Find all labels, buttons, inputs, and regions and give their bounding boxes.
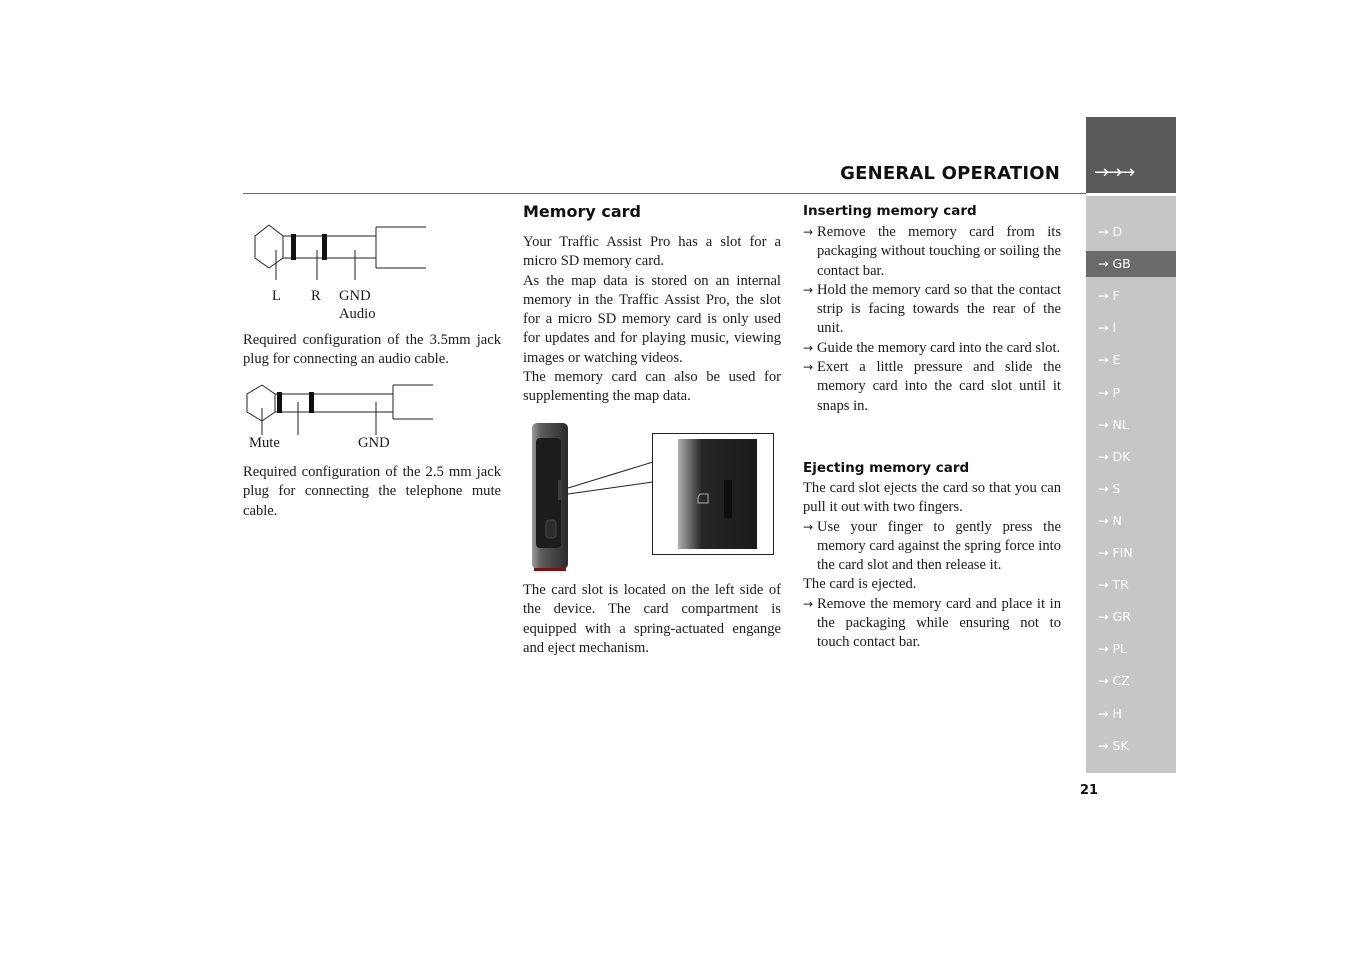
sidebar-item-language[interactable]: → FIN [1098, 545, 1133, 560]
sidebar-item-language[interactable]: → CZ [1098, 673, 1130, 688]
sidebar-item-language[interactable]: → NL [1098, 417, 1129, 432]
jack-label-audio: Audio [339, 306, 376, 322]
sidebar-item-language[interactable]: → P [1098, 385, 1120, 400]
jack-label-gnd-2: GND [358, 435, 390, 451]
list-item: → Hold the memory card so that the contact strip is facing towards the rear of the unit. [803, 281, 1061, 337]
jack-label-gnd: GND [339, 288, 371, 304]
arrow-icon: → [803, 340, 814, 355]
list-item: → Remove the memory card from its packaging without touching or soiling the contact bar. [803, 224, 1061, 279]
arrow-icon: → [803, 360, 814, 375]
list-item: → Exert a little pressure and slide the memory card into the card slot until it snaps in. [803, 359, 1061, 414]
arrow-icon: → [803, 519, 814, 534]
sidebar-item-language[interactable]: → I [1098, 320, 1117, 335]
jack-25mm-diagram [243, 380, 443, 435]
paragraph: As the map data is stored on an internal memory in the Traffic Assist Pro, the slot for a micro SD memory card is only used for updates and for playing music, viewing images or watching videos. [523, 272, 781, 366]
ejecting-steps [803, 479, 1061, 653]
sidebar-item-language[interactable]: → N [1098, 513, 1122, 528]
arrow-icon: → [803, 282, 814, 297]
sidebar-item-language[interactable]: → H [1098, 706, 1122, 721]
paragraph: Your Traffic Assist Pro has a slot for a micro SD memory card. [523, 234, 781, 270]
jack-label-l: L [272, 288, 281, 304]
arrow-icon: → [803, 225, 814, 239]
language-sidebar [1086, 196, 1176, 773]
sidebar-item-language[interactable]: → PL [1098, 641, 1127, 656]
sidebar-item-language[interactable]: → SK [1098, 738, 1129, 753]
header-divider [243, 193, 1086, 194]
page-title: GENERAL OPERATION [840, 163, 1060, 184]
sidebar-item-language[interactable]: → DK [1098, 449, 1131, 464]
memory-card-heading: Memory card [523, 202, 641, 221]
page-number: 21 [1080, 783, 1099, 798]
jack-35mm-diagram [243, 220, 443, 280]
inserting-steps [803, 223, 1061, 416]
sidebar-item-language[interactable]: → F [1098, 288, 1120, 303]
sidebar-item-language[interactable]: → TR [1098, 577, 1129, 592]
arrow-icon: → [803, 596, 814, 611]
card-slot-illustration [528, 420, 778, 572]
sidebar-item-language[interactable]: → E [1098, 352, 1121, 367]
jack-label-mute: Mute [249, 435, 280, 451]
paragraph: The card slot ejects the card so that you can pull it out with two fingers. [803, 480, 1061, 516]
sidebar-item-language[interactable]: → GB [1086, 251, 1176, 277]
caption-35mm: Required configuration of the 3.5mm jack plug for connecting an audio cable. [243, 332, 501, 368]
list-item: → Remove the memory card and place it in the packaging while ensuring not to touch contact bar. [803, 595, 1061, 651]
ejecting-heading: Ejecting memory card [803, 460, 970, 476]
paragraph: The memory card can also be used for supplementing the map data. [523, 369, 781, 405]
card-slot-description: The card slot is located on the left side of the device. The card compartment is equipped with a spring-actuated engange and eject mechanism. [523, 582, 781, 656]
inserting-heading: Inserting memory card [803, 203, 977, 219]
triple-arrow-icon: →→→ [1094, 162, 1134, 183]
sidebar-item-language[interactable]: → D [1098, 224, 1123, 239]
sidebar-item-language[interactable]: → GR [1098, 609, 1131, 624]
list-item: → Use your finger to gently press the memory card against the spring force into the card slot and then release it. [803, 518, 1061, 574]
paragraph: The card is ejected. [803, 576, 917, 593]
jack-label-r: R [311, 288, 321, 304]
list-item: → Guide the memory card into the card slot. [803, 339, 1061, 358]
memory-card-intro [523, 233, 781, 407]
caption-25mm: Required configuration of the 2.5 mm jack plug for connecting the telephone mute cable. [243, 464, 501, 519]
sidebar-item-language[interactable]: → S [1098, 481, 1121, 496]
